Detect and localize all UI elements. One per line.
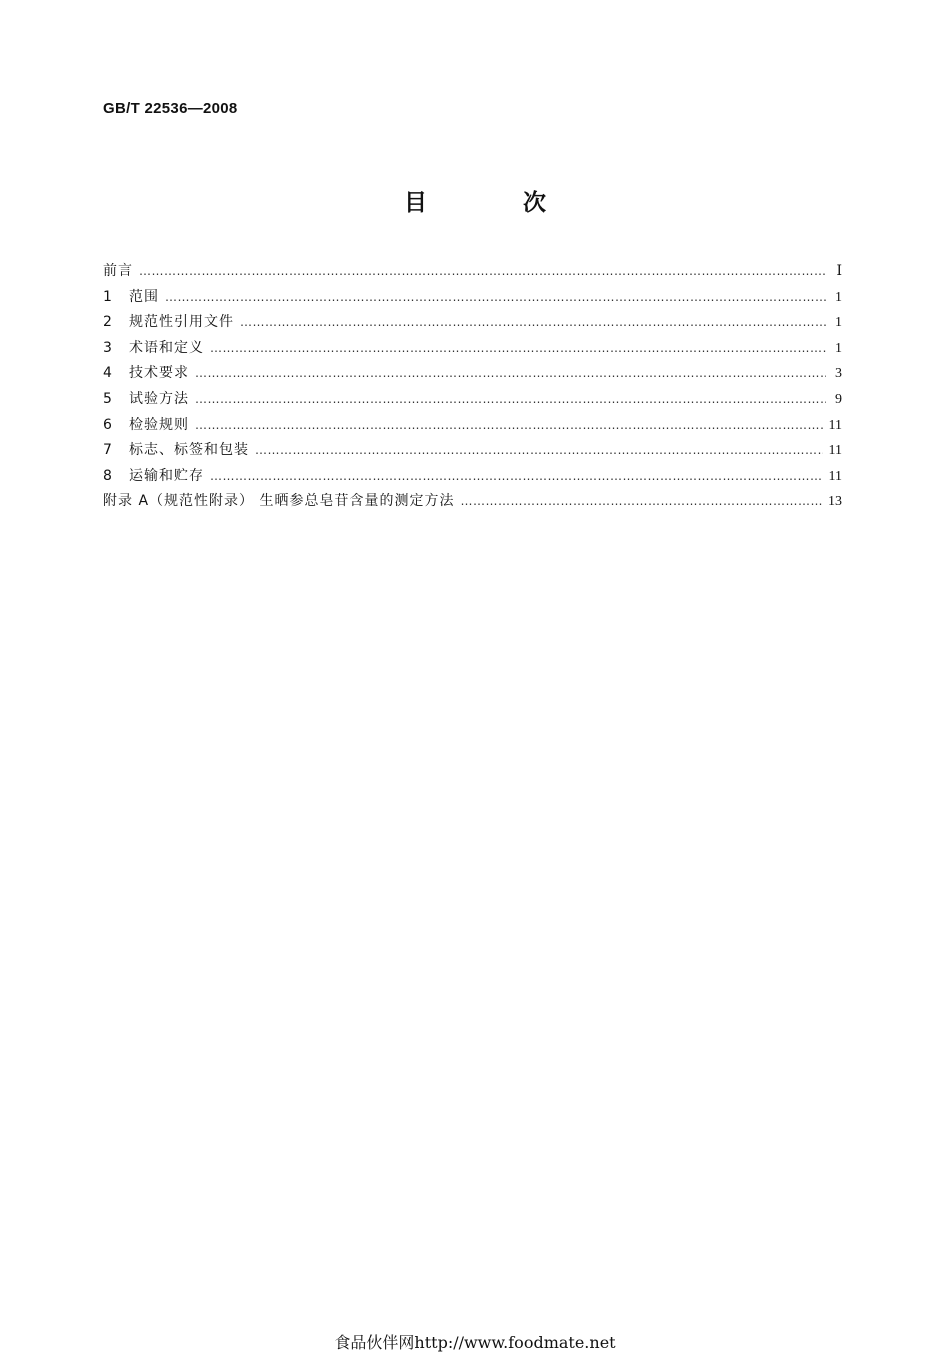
table-of-contents — [103, 260, 842, 516]
toc-entry-page: 11 — [828, 468, 842, 484]
toc-entry-number: 2 — [103, 314, 112, 331]
toc-leader-dots — [139, 264, 826, 278]
toc-entry-number: 1 — [103, 288, 112, 305]
toc-entry-number: 6 — [103, 416, 112, 433]
toc-entry-annex-a[interactable] — [103, 490, 842, 516]
toc-entry-label: 范围 — [129, 288, 159, 305]
toc-leader-dots — [210, 341, 826, 355]
toc-entry-label: 标志、标签和包装 — [129, 442, 249, 459]
toc-entry-page: 3 — [835, 366, 842, 382]
toc-entry-label: 前言 — [103, 263, 133, 279]
toc-entry-page: 13 — [828, 494, 842, 510]
toc-entry-label: 试验方法 — [129, 390, 189, 407]
toc-leader-dots — [210, 469, 823, 483]
toc-entry-number: 5 — [103, 390, 112, 407]
toc-entry-terms-definitions[interactable] — [103, 337, 842, 363]
toc-leader-dots — [195, 418, 823, 432]
toc-entry-label: 术语和定义 — [129, 339, 204, 356]
toc-entry-number: 3 — [103, 339, 112, 356]
toc-leader-dots — [460, 494, 822, 508]
toc-entry-page: 1 — [835, 340, 842, 356]
toc-entry-label: 运输和贮存 — [129, 467, 204, 484]
footer-watermark: 食品伙伴网http://www.foodmate.net — [334, 1333, 616, 1352]
toc-entry-page: 1 — [835, 289, 842, 305]
toc-entry-number: 8 — [103, 467, 112, 484]
toc-entry-technical-requirements[interactable] — [103, 362, 842, 388]
toc-entry-label: 规范性引用文件 — [129, 314, 234, 331]
toc-entry-number: 7 — [103, 442, 112, 459]
toc-leader-dots — [240, 315, 826, 329]
toc-entry-page: 11 — [828, 417, 842, 433]
toc-entry-inspection-rules[interactable] — [103, 414, 842, 440]
toc-entry-transport-storage[interactable] — [103, 465, 842, 491]
toc-entry-page: 9 — [835, 391, 842, 407]
toc-entry-scope[interactable] — [103, 286, 842, 312]
toc-entry-test-methods[interactable] — [103, 388, 842, 414]
toc-entry-label: 附录 A（规范性附录） 生晒参总皂苷含量的测定方法 — [103, 493, 455, 510]
toc-entry-page: 1 — [835, 315, 842, 331]
toc-entry-page: 11 — [828, 443, 842, 459]
toc-entry-page: Ⅰ — [836, 264, 842, 279]
toc-entry-foreword[interactable] — [103, 260, 842, 286]
toc-entry-number: 4 — [103, 365, 112, 382]
toc-leader-dots — [255, 443, 823, 457]
page-title: 目 次 — [403, 190, 590, 216]
toc-entry-marking-labeling-packaging[interactable] — [103, 439, 842, 465]
toc-entry-normative-references[interactable] — [103, 311, 842, 337]
toc-entry-label: 检验规则 — [129, 416, 189, 433]
toc-entry-label: 技术要求 — [129, 365, 189, 382]
toc-leader-dots — [165, 290, 826, 304]
document-code: GB/T 22536—2008 — [103, 100, 238, 117]
toc-leader-dots — [195, 392, 826, 406]
toc-leader-dots — [195, 366, 826, 380]
